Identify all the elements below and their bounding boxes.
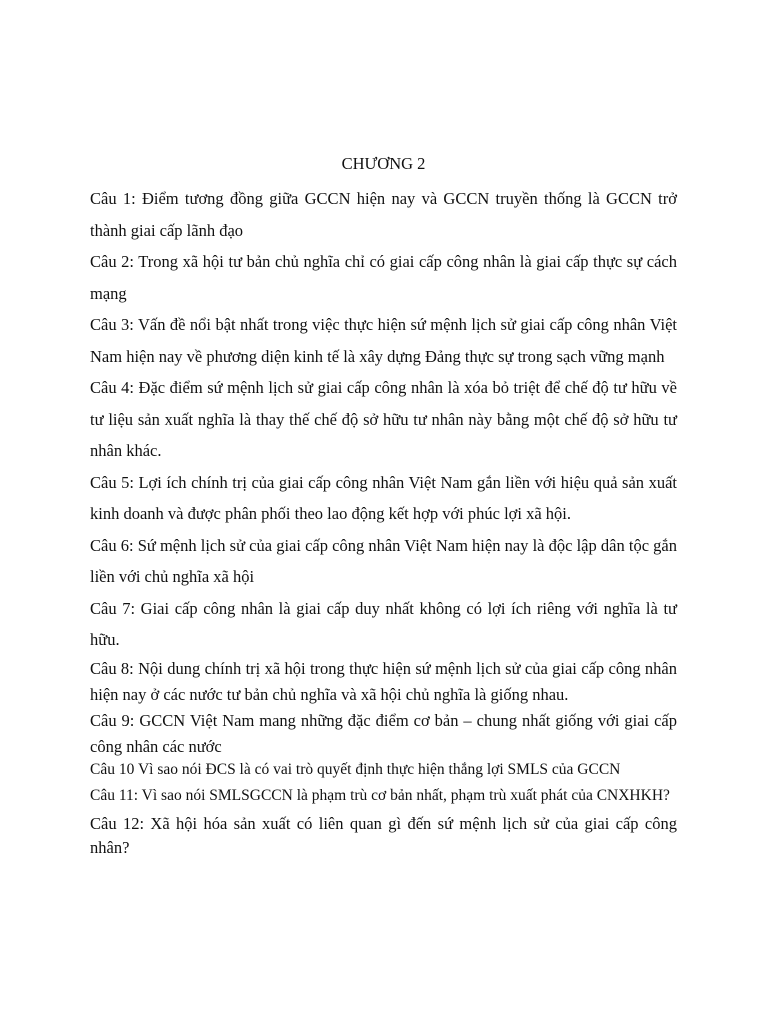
- question-5: Câu 5: Lợi ích chính trị của giai cấp công nhân Việt Nam gắn liền với hiệu quả sản xuất kinh doanh và được phân phối theo lao động kết hợp với phúc lợi xã hội.: [90, 472, 677, 523]
- question-12: Câu 12: Xã hội hóa sản xuất có liên quan gì đến sứ mệnh lịch sử của giai cấp công nhân?: [90, 813, 677, 857]
- question-9: Câu 9: GCCN Việt Nam mang những đặc điểm cơ bản – chung nhất giống với giai cấp công nhân các nước: [90, 710, 677, 756]
- question-6: Câu 6: Sứ mệnh lịch sử của giai cấp công nhân Việt Nam hiện nay là độc lập dân tộc gắn liền với chủ nghĩa xã hội: [90, 535, 677, 586]
- question-3: Câu 3: Vấn đề nổi bật nhất trong việc thực hiện sứ mệnh lịch sử giai cấp công nhân Việt Nam hiện nay về phương diện kinh tế là xây dựng Đảng thực sự trong sạch vững mạnh: [90, 315, 677, 366]
- question-4: Câu 4: Đặc điểm sứ mệnh lịch sử giai cấp công nhân là xóa bỏ triệt để chế độ tư hữu về tư liệu sản xuất nghĩa là thay thế chế độ sở hữu tư nhân này bằng một chế độ sở hữu tư nhân khác.: [90, 378, 677, 460]
- chapter-title: CHƯƠNG 2: [341, 154, 426, 173]
- question-7: Câu 7: Giai cấp công nhân là giai cấp duy nhất không có lợi ích riêng với nghĩa là tư hữu.: [90, 598, 677, 649]
- question-10: Câu 10 Vì sao nói ĐCS là có vai trò quyết định thực hiện thắng lợi SMLS của GCCN: [90, 760, 621, 778]
- question-2: Câu 2: Trong xã hội tư bản chủ nghĩa chỉ có giai cấp công nhân là giai cấp thực sự cách mạng: [90, 252, 677, 303]
- question-11: Câu 11: Vì sao nói SMLSGCCN là phạm trù cơ bản nhất, phạm trù xuất phát của CNXHKH?: [90, 786, 670, 804]
- document-body: [90, 152, 677, 860]
- question-8: Câu 8: Nội dung chính trị xã hội trong thực hiện sứ mệnh lịch sử của giai cấp công nhân hiện nay ở các nước tư bản chủ nghĩa và xã hội chủ nghĩa là giống nhau.: [90, 658, 677, 704]
- question-1: Câu 1: Điểm tương đồng giữa GCCN hiện nay và GCCN truyền thống là GCCN trở thành giai cấp lãnh đạo: [90, 189, 677, 240]
